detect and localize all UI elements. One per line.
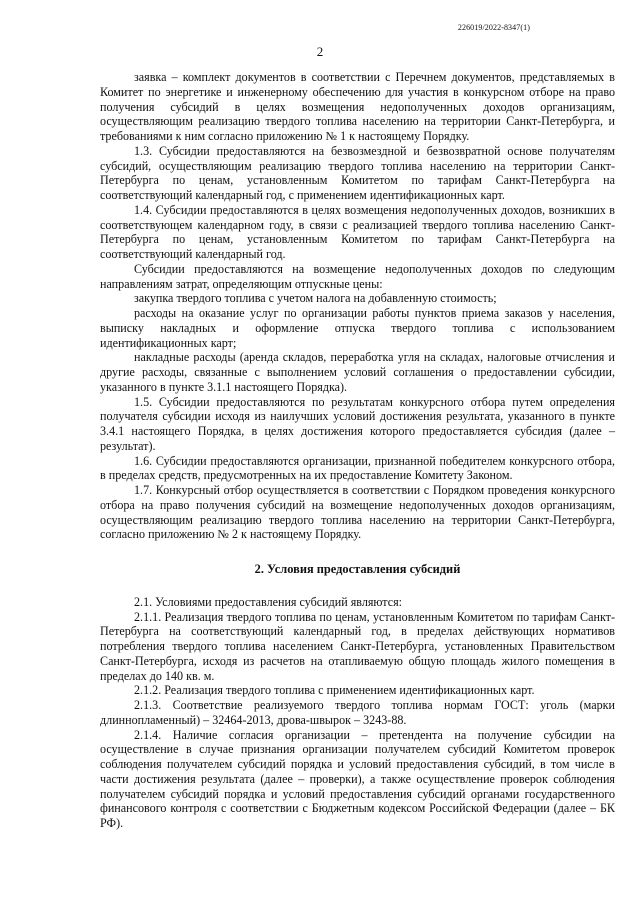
paragraph-2-1-2: 2.1.2. Реализация твердого топлива с применением идентификационных карт. <box>134 683 535 698</box>
paragraph-2-1-1: 2.1.1. Реализация твердого топлива по ценам, установленным Комитетом по тарифам Санкт-Петербурга на соответствующий календарный год, в пределах действующих нормативов потребления твердого топлива населением Санкт-Петербурга, установленных Правительством Санкт-Петербурга, исходя из расчетов на отапливаемую общую площадь жилого помещения в пределах до 140 кв. м. <box>100 609 615 683</box>
document-id: 226019/2022-8347(1) <box>457 23 530 32</box>
page-number: 2 <box>316 44 324 59</box>
paragraph-service-costs: расходы на оказание услуг по организации работы пунктов приема заказов у населения, выписку накладных и оформление отпуска твердого топлива с использованием идентификационных карт; <box>100 306 615 350</box>
paragraph-definition-application: заявка – комплект документов в соответствии с Перечнем документов, представляемых в Комитет по энергетике и инженерному обеспечению для участия в конкурсном отборе на право получения субсидий в целях возмещения недополученных доходов организациям, осуществляющим реализацию твердого топлива населению на территории Санкт-Петербурга, и требованиями к ним согласно приложению № 1 к настоящему Порядку. <box>100 70 615 143</box>
paragraph-2-1: 2.1. Условиями предоставления субсидий являются: <box>134 594 403 609</box>
document-body <box>100 70 615 831</box>
paragraph-1-7: 1.7. Конкурсный отбор осуществляется в соответствии с Порядком проведения конкурсного отбора на право получения субсидий на возмещение недополученных доходов организациям, осуществляющим реализацию твердого топлива населению на территории Санкт-Петербурга, согласно приложению № 2 к настоящему Порядку. <box>100 483 615 542</box>
paragraph-2-1-4: 2.1.4. Наличие согласия организации – претендента на получение субсидии на осуществление в случае признания организации получателем субсидий Комитетом проверок соблюдения получателем субсидий порядка и условий предоставления субсидий, в том числе в части достижения результата (далее – проверки), а также осуществление проверок соблюдения получателем субсидий порядка и условий предоставления субсидий органами государственного финансового контроля с соответствии с Бюджетным кодексом Российской Федерации (далее – БК РФ). <box>100 727 615 830</box>
paragraph-cost-directions: Субсидии предоставляются на возмещение недополученных доходов по следующим направлениям затрат, определяющим отпускные цены: <box>100 261 615 291</box>
paragraph-1-4: 1.4. Субсидии предоставляются в целях возмещения недополученных доходов, возникших в соответствующем календарном году, в связи с реализацией твердого топлива населению Санкт-Петербурга по ценам, установленным Комитетом по тарифам Санкт-Петербурга на соответствующий календарный год. <box>100 202 615 261</box>
paragraph-2-1-3: 2.1.3. Соответствие реализуемого твердого топлива нормам ГОСТ: уголь (марки длиннопламенный) – 32464-2013, дрова-швырок – 3243-88. <box>100 698 615 727</box>
paragraph-1-6: 1.6. Субсидии предоставляются организации, признанной победителем конкурсного отбора, в пределах средств, предусмотренных на их предоставление Комитету Законом. <box>100 453 615 483</box>
section-heading: 2. Условия предоставления субсидий <box>254 562 461 576</box>
paragraph-1-5: 1.5. Субсидии предоставляются по результатам конкурсного отбора путем определения получателя субсидии исходя из наилучших условий достижения результата, указанного в пункте 3.4.1 настоящего Порядка, в целях достижения которого предоставляется субсидия (далее – результат). <box>100 394 615 453</box>
paragraph-overhead-costs: накладные расходы (аренда складов, переработка угля на складах, налоговые отчисления и другие расходы, связанные с выполнением условий соглашения о предоставлении субсидии, указанного в пункте 3.1.1 настоящего Порядка). <box>100 350 615 394</box>
paragraph-fuel-purchase: закупка твердого топлива с учетом налога на добавленную стоимость; <box>134 291 497 306</box>
paragraph-1-3: 1.3. Субсидии предоставляются на безвозмездной и безвозвратной основе получателям субсидий, осуществляющим реализацию твердого топлива населению на территории Санкт-Петербурга по ценам, установленным Комитетом по тарифам Санкт-Петербурга на соответствующий календарный год, с применением идентификационных карт. <box>100 143 615 202</box>
